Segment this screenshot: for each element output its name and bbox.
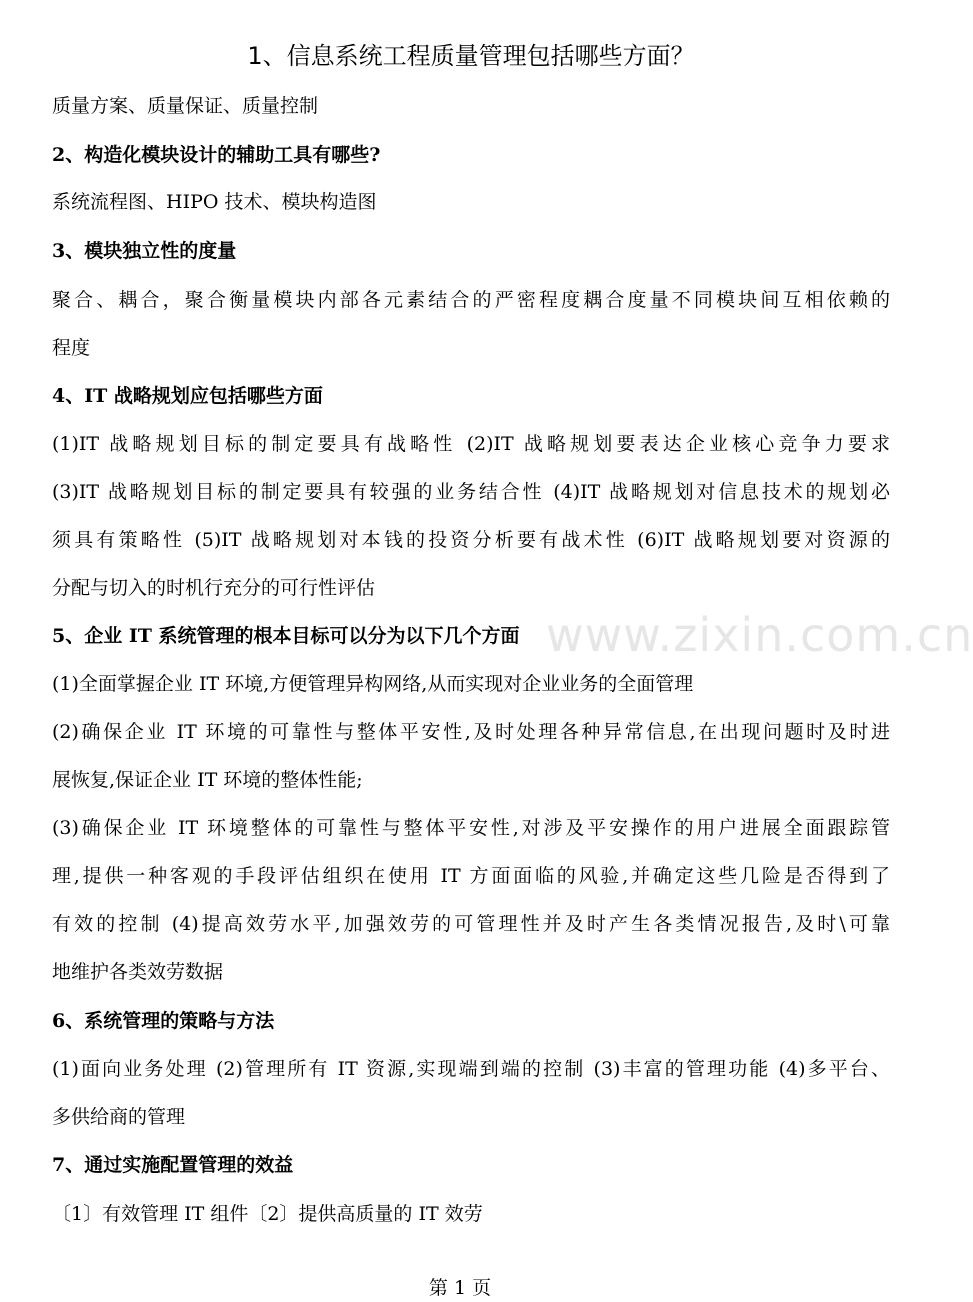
question-5: 5、企业 IT 系统管理的根本目标可以分为以下几个方面 bbox=[52, 625, 520, 647]
answer-3-line-1: 聚合、耦合，聚合衡量模块内部各元素结合的严密程度耦合度量不同模块间互相依赖的 bbox=[52, 289, 890, 311]
answer-2: 系统流程图、HIPO 技术、模块构造图 bbox=[52, 191, 377, 213]
answer-4-line-2: (3)IT 战略规划目标的制定要具有较强的业务结合性 (4)IT 战略规划对信息技术的规划必 bbox=[52, 481, 890, 503]
document-page bbox=[52, 0, 890, 1302]
answer-5-line-1: (1)全面掌握企业 IT 环境,方便管理异构网络,从而实现对企业业务的全面管理 bbox=[52, 673, 694, 695]
answer-6-line-2: 多供给商的管理 bbox=[52, 1106, 186, 1128]
answer-3-line-2: 程度 bbox=[52, 337, 91, 359]
page-title: 1、信息系统工程质量管理包括哪些方面？ bbox=[247, 42, 695, 70]
answer-5-line-3: 展恢复,保证企业 IT 环境的整体性能; bbox=[52, 769, 363, 791]
question-6: 6、系统管理的策略与方法 bbox=[52, 1010, 275, 1032]
answer-4-line-1: (1)IT 战略规划目标的制定要具有战略性 (2)IT 战略规划要表达企业核心竞争力要求 bbox=[52, 433, 890, 455]
question-2: 2、构造化模块设计的辅助工具有哪些? bbox=[52, 144, 381, 166]
watermark: www.zixin.com.cn bbox=[546, 608, 973, 662]
answer-1: 质量方案、质量保证、质量控制 bbox=[52, 95, 319, 117]
question-7: 7、通过实施配置管理的效益 bbox=[52, 1154, 294, 1176]
answer-4-line-4: 分配与切入的时机行充分的可行性评估 bbox=[52, 577, 376, 599]
answer-7: 〔1〕有效管理 IT 组件〔2〕提供高质量的 IT 效劳 bbox=[52, 1203, 483, 1225]
question-3: 3、模块独立性的度量 bbox=[52, 240, 237, 262]
answer-4-line-3: 须具有策略性 (5)IT 战略规划对本钱的投资分析要有战术性 (6)IT 战略规划要对资源的 bbox=[52, 529, 891, 551]
answer-5-line-5: 理,提供一种客观的手段评估组织在使用 IT 方面面临的风验,并确定这些几险是否得到了 bbox=[52, 865, 890, 887]
answer-5-line-7: 地维护各类效劳数据 bbox=[52, 961, 224, 983]
question-4: 4、IT 战略规划应包括哪些方面 bbox=[52, 385, 323, 407]
page-number: 第 1 页 bbox=[428, 1277, 492, 1299]
answer-5-line-4: (3)确保企业 IT 环境整体的可靠性与整体平安性,对涉及平安操作的用户进展全面跟踪管 bbox=[52, 817, 890, 839]
answer-6-line-1: (1)面向业务处理 (2)管理所有 IT 资源,实现端到端的控制 (3)丰富的管理功能 (4)多平台、 bbox=[52, 1058, 890, 1080]
answer-5-line-2: (2)确保企业 IT 环境的可靠性与整体平安性,及时处理各种异常信息,在出现问题时及时进 bbox=[52, 721, 890, 743]
answer-5-line-6: 有效的控制 (4)提高效劳水平,加强效劳的可管理性并及时产生各类情况报告,及时\可靠 bbox=[52, 913, 890, 935]
